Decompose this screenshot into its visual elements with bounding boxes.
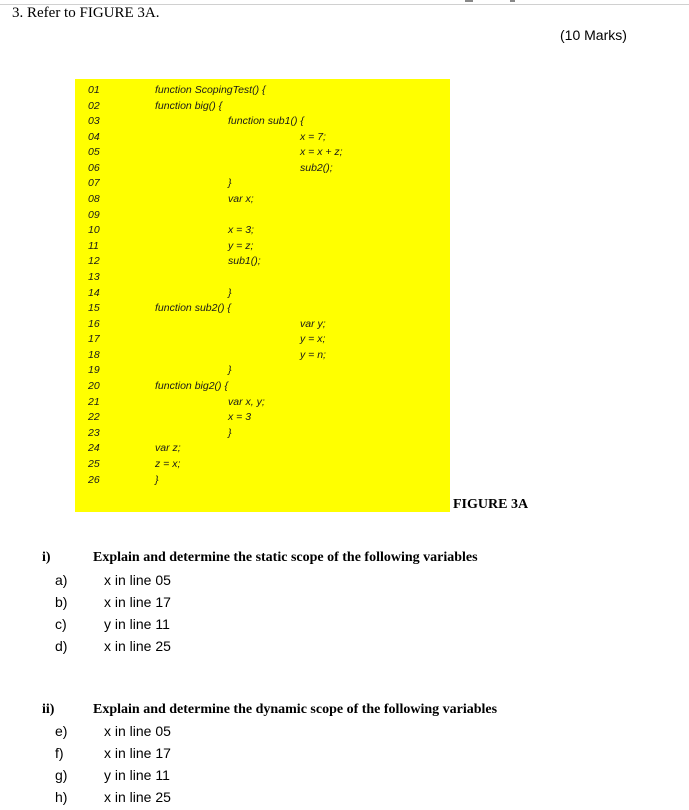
code-line: var y; [300, 317, 326, 330]
item-letter: e) [55, 723, 68, 739]
section-i-number: i) [42, 550, 51, 565]
line-number: 07 [88, 177, 100, 190]
figure-code-highlight [75, 79, 450, 512]
item-letter: a) [55, 572, 68, 588]
section-ii-number: ii) [42, 702, 55, 717]
line-number: 22 [88, 411, 100, 424]
code-line: } [228, 177, 232, 190]
code-line: function sub1() { [228, 115, 304, 128]
line-number: 01 [88, 84, 100, 96]
line-number: 24 [88, 442, 100, 455]
line-number: 10 [88, 224, 100, 237]
line-number: 25 [88, 457, 100, 470]
page-edge-mark [510, 0, 515, 2]
line-number: 15 [88, 302, 100, 315]
item-letter: b) [55, 594, 68, 610]
item-text: x in line 25 [104, 789, 171, 805]
line-number: 02 [88, 99, 100, 112]
code-line: sub2(); [300, 161, 333, 174]
code-line: function big2() { [155, 380, 228, 393]
code-line: x = 3; [228, 224, 254, 237]
line-number: 14 [88, 286, 100, 299]
item-text: y in line 11 [104, 767, 170, 783]
line-number: 26 [88, 473, 100, 486]
line-number: 03 [88, 115, 100, 128]
line-number: 18 [88, 348, 100, 361]
code-line: } [228, 426, 232, 439]
line-number: 08 [88, 193, 100, 206]
section-ii-heading: Explain and determine the dynamic scope of the following variables [93, 702, 498, 717]
item-letter: f) [55, 745, 64, 761]
line-number: 20 [88, 380, 100, 393]
code-line: } [228, 286, 232, 299]
section-i-heading: Explain and determine the static scope of the following variables [93, 550, 478, 565]
line-number: 23 [88, 426, 100, 439]
code-line: var z; [155, 442, 181, 455]
line-number: 19 [88, 364, 100, 377]
code-line: function ScopingTest() { [155, 84, 266, 96]
item-text: x in line 17 [104, 594, 171, 610]
line-number: 12 [88, 255, 100, 268]
code-line: y = z; [228, 239, 254, 252]
code-line: function big() { [155, 99, 223, 112]
code-line: var x; [228, 193, 254, 206]
page-edge-mark [465, 0, 473, 2]
line-number: 06 [88, 161, 100, 174]
code-line: y = n; [300, 348, 326, 361]
code-line: } [155, 473, 159, 486]
code-line: x = x + z; [300, 146, 343, 159]
item-text: x in line 25 [104, 638, 171, 654]
line-number: 09 [88, 208, 100, 221]
item-text: x in line 17 [104, 745, 171, 761]
item-text: x in line 05 [104, 572, 171, 588]
item-letter: c) [55, 616, 67, 632]
item-text: x in line 05 [104, 723, 171, 739]
line-number: 04 [88, 130, 100, 143]
figure-label: FIGURE 3A [453, 497, 529, 512]
item-letter: h) [55, 789, 68, 805]
line-number: 13 [88, 270, 100, 283]
code-line: z = x; [155, 457, 181, 470]
code-line: } [228, 364, 232, 377]
line-number: 16 [88, 317, 100, 330]
code-line: x = 3 [228, 411, 252, 424]
line-number: 21 [88, 395, 100, 408]
item-letter: g) [55, 767, 68, 783]
line-number: 17 [88, 333, 100, 346]
item-letter: d) [55, 638, 68, 654]
code-line: sub1(); [228, 255, 261, 268]
line-number: 11 [88, 239, 99, 252]
code-line: function sub2() { [155, 302, 231, 315]
question-title: 3. Refer to FIGURE 3A. [12, 5, 160, 21]
code-line: var x, y; [228, 395, 265, 408]
item-text: y in line 11 [104, 616, 170, 632]
line-number: 05 [88, 146, 100, 159]
code-line: x = 7; [300, 130, 326, 143]
code-line: y = x; [300, 333, 326, 346]
marks-label: (10 Marks) [560, 27, 627, 43]
